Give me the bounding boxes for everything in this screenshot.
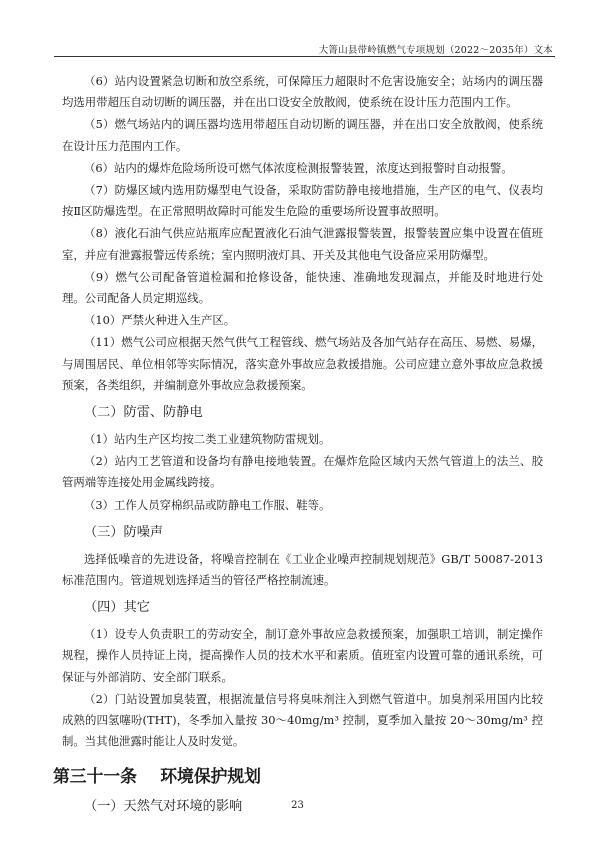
paragraph: （2）门站设置加臭装置，根据流量信号将臭味剂注入到燃气管道中。加臭剂采用国内比较成熟的四氢噻吩(THT)，冬季加入量按 30～40mg/m³ 控制，夏季加入量按 20～30mg/m³ 控制。当其他泄露时能让人及时发觉。 xyxy=(62,691,543,749)
section-heading: （三）防噪声 xyxy=(84,524,164,540)
article-title: 第三十一条 环境保护规划 xyxy=(53,766,261,787)
paragraph: （7）防爆区域内选用防爆型电气设备，采取防雷防静电接地措施，生产区的电气、仪表均按Ⅱ区防爆选型。在正常照明故障时可能发生危险的重要场所设置事故照明。 xyxy=(62,183,543,219)
paragraph: （5）燃气场站内的调压器均选用带超压自动切断的调压器，并在出口安全放散阀，使系统在设计压力范围内工作。 xyxy=(62,117,543,153)
paragraph: （8）液化石油气供应站瓶库应配置液化石油气泄露报警装置，报警装置应集中设置在值班室，并应有泄露报警远传系统；室内照明液灯具、开关及其他电气设备应采用防爆型。 xyxy=(62,226,543,262)
section-heading: （一）天然气对环境的影响 xyxy=(84,799,243,815)
section-heading: （四）其它 xyxy=(84,600,150,616)
paragraph: （2）站内工艺管道和设备均有静电接地装置。在爆炸危险区域内天然气管道上的法兰、胶管两端等连接处用金属线跨接。 xyxy=(62,454,543,490)
paragraph: （9）燃气公司配备管道检漏和抢修设备，能快速、准确地发现漏点，并能及时地进行处理。公司配备人员定期巡线。 xyxy=(62,269,543,306)
paragraph: 选择低噪音的先进设备，将噪音控制在《工业企业噪声控制规划规范》GB/T 50087-2013标准范围内。管道规划选择适当的管径严格控制流速。 xyxy=(62,551,543,588)
paragraph: （3）工作人员穿棉织品或防静电工作服、鞋等。 xyxy=(84,497,331,512)
paragraph: （11）燃气公司应根据天然气供气工程管线、燃气场站及各加气站存在高压、易燃、易爆，与周围居民、单位相邻等实际情况，落实意外事故应急救援措施。公司应建立意外事故应急救援预案，各类组织，并编制意外事故应急救援预案。 xyxy=(62,335,543,392)
page-number: 23 xyxy=(291,800,304,811)
header-divider xyxy=(54,56,555,57)
document-body xyxy=(53,71,543,823)
section-heading: （二）防雷、防静电 xyxy=(84,405,203,421)
paragraph: （6）站内设置紧急切断和放空系统，可保障压力超限时不危害设施安全；站场内的调压器均选用带超压自动切断的调压器，并在出口设安全放散阀，使系统在设计压力范围内工作。 xyxy=(62,74,543,110)
running-header: 大箐山县带岭镇燃气专项规划（2022～2035年）文本 xyxy=(318,45,553,56)
paragraph: （1）站内生产区均按二类工业建筑物防雷规划。 xyxy=(84,432,331,447)
paragraph: （6）站内的爆炸危险场所设可燃气体浓度检测报警装置，浓度达到报警时自动报警。 xyxy=(84,160,513,175)
paragraph: （1）设专人负责职工的劳动安全，制订意外事故应急救援预案，加强职工培训，制定操作规程，操作人员持证上岗，提高操作人员的技术水平和素质。值班室内设置可靠的通讯系统，可保证与外部消防、安全部门联系。 xyxy=(62,627,543,684)
paragraph: （10）严禁火种进入生产区。 xyxy=(84,313,236,328)
